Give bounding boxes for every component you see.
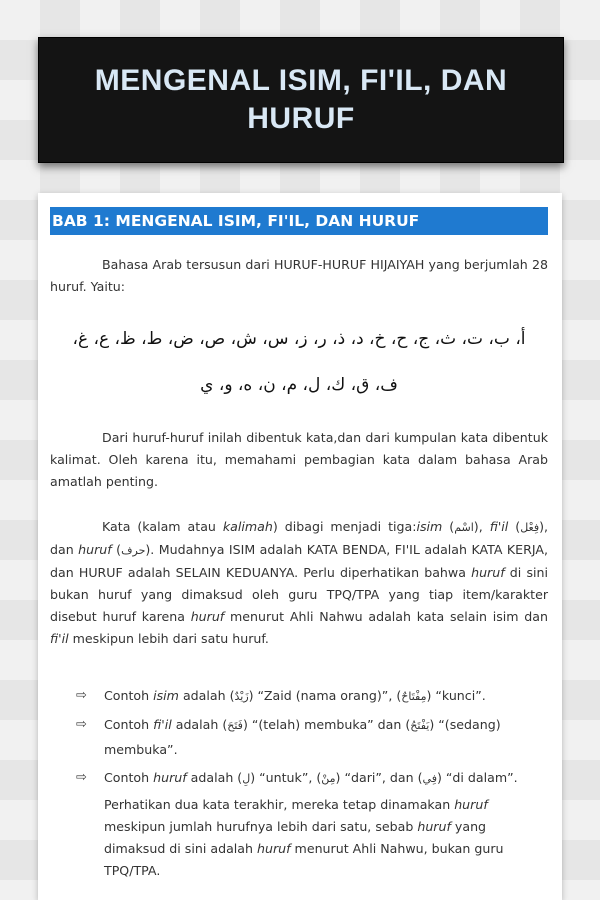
term-isim: isim [153,688,179,703]
term-fiil: fi'il [489,519,509,534]
term-kalimah: kalimah [222,519,273,534]
example-fiil [70,713,548,762]
arrow-right-icon: ⇨ [76,770,87,785]
chapter-heading: BAB 1: MENGENAL ISIM, FI'IL, DAN HURUF [50,207,548,235]
arabic-huruf: حرف [121,544,146,557]
text-run: dan [50,542,79,557]
text-run: Contoh [104,717,154,732]
text-run: di sini bukan huruf yang dimaksud oleh guru TPQ/TPA yang tiap item/karakter disebut huruf karena [50,565,548,624]
arabic-min: مِنْ [321,772,336,785]
arabic-letters-line-1: أ، ب، ت، ث، ج، ح، خ، د، ذ، ر، ز، س، ش، ص، ض، ط، ظ، ع، غ، [72,329,526,349]
term-huruf: huruf [190,609,225,624]
text-run: Contoh [104,688,154,703]
example-isim [70,684,548,709]
page-title: MENGENAL ISIM, FI'IL, DAN HURUF [94,64,508,135]
text-run: ) “(sedang) membuka”. [104,717,501,757]
term-huruf: huruf [417,819,451,834]
text-run: ) dibagi menjadi tiga: [272,519,417,534]
text-run: menurut Ahli Nahwu adalah kata selain isim dan [224,609,548,624]
arabic-isim: اسْم [454,521,474,534]
arabic-fataha: فَتَحَ [227,719,243,732]
arabic-fiil: فِعْل [520,521,540,534]
term-huruf: huruf [471,565,505,580]
text-run: ) “untuk”, ( [250,770,322,785]
document-page [38,193,562,900]
examples-list [70,684,548,791]
arrow-right-icon: ⇨ [76,717,87,732]
text-run: Kata (kalam atau [102,519,223,534]
arabic-li: لِ [242,772,251,785]
arabic-zaid: زَيْدٌ [234,690,249,703]
term-fiil: fi'il [153,717,172,732]
text-run: meskipun jumlah hurufnya lebih dari satu, sebab [104,819,418,834]
arabic-miftah: مِفْتَاحٌ [401,690,427,703]
text-run: ) “dari”, dan ( [335,770,423,785]
intro-paragraph: Bahasa Arab tersusun dari HURUF-HURUF HIJAIYAH yang berjumlah 28 huruf. Yaitu: [50,257,548,294]
arabic-yaftahu: يَفْتَحُ [410,719,430,732]
word-formation-paragraph: Dari huruf-huruf inilah dibentuk kata,dan dari kumpulan kata dibentuk kalimat. Oleh karena itu, memahami pembagian kata dalam bahasa Arab amatlah penting. [50,430,548,489]
text-run: ) “(telah) membuka” dan ( [242,717,411,732]
text-run: meskipun lebih dari satu huruf. [68,631,269,646]
text-run: ) “kunci”. [426,688,486,703]
term-isim: isim [416,519,443,534]
text-run: . Mudahnya ISIM adalah KATA BENDA, FI'IL adalah KATA KERJA, dan HURUF adalah SELAIN KEDUANYA. Perlu diperhatikan bahwa [50,542,548,580]
text-run: yang dimaksud di sini adalah [104,819,487,856]
text-run: Perhatikan dua kata terakhir, mereka tetap dinamakan [104,797,455,812]
text-run: menurut Ahli Nahwu, bukan guru TPQ/TPA. [104,841,504,878]
note-paragraph [104,794,548,882]
example-huruf [70,766,548,791]
text-run: Contoh [104,770,154,785]
text-run: adalah ( [178,688,235,703]
text-run: adalah ( [186,770,243,785]
term-fiil: fi'il [50,631,69,646]
term-huruf: huruf [454,797,488,812]
term-huruf: huruf [78,542,112,557]
arabic-fi: فِي [422,772,437,785]
word-types-paragraph: Kata (kalam atau kalimah) dibagi menjadi tiga:isim (اسْم), fi'il (فِعْل), dan huruf (حرف). Mudahnya ISIM adalah KATA BENDA, FI'IL adalah KATA KERJA, dan HURUF adalah SELAIN KEDUANYA. Perlu diperhatikan bahwa huruf di sini bukan huruf yang dimaksud oleh guru TPQ/TPA yang tiap item/karakter disebut huruf karena huruf menurut Ahli Nahwu adalah kata selain isim dan fi'il meskipun lebih dari satu huruf. [50,519,549,646]
arabic-letters-line-2: ف، ق، ك، ل، م، ن، ه، و، ي [200,375,398,395]
text-run: adalah ( [171,717,228,732]
term-huruf: huruf [153,770,187,785]
text-run: ) “Zaid (nama orang)”, ( [248,688,402,703]
title-banner [38,37,564,163]
arrow-right-icon: ⇨ [76,688,87,703]
term-huruf: huruf [256,841,291,856]
text-run: ) “di dalam”. [436,770,518,785]
